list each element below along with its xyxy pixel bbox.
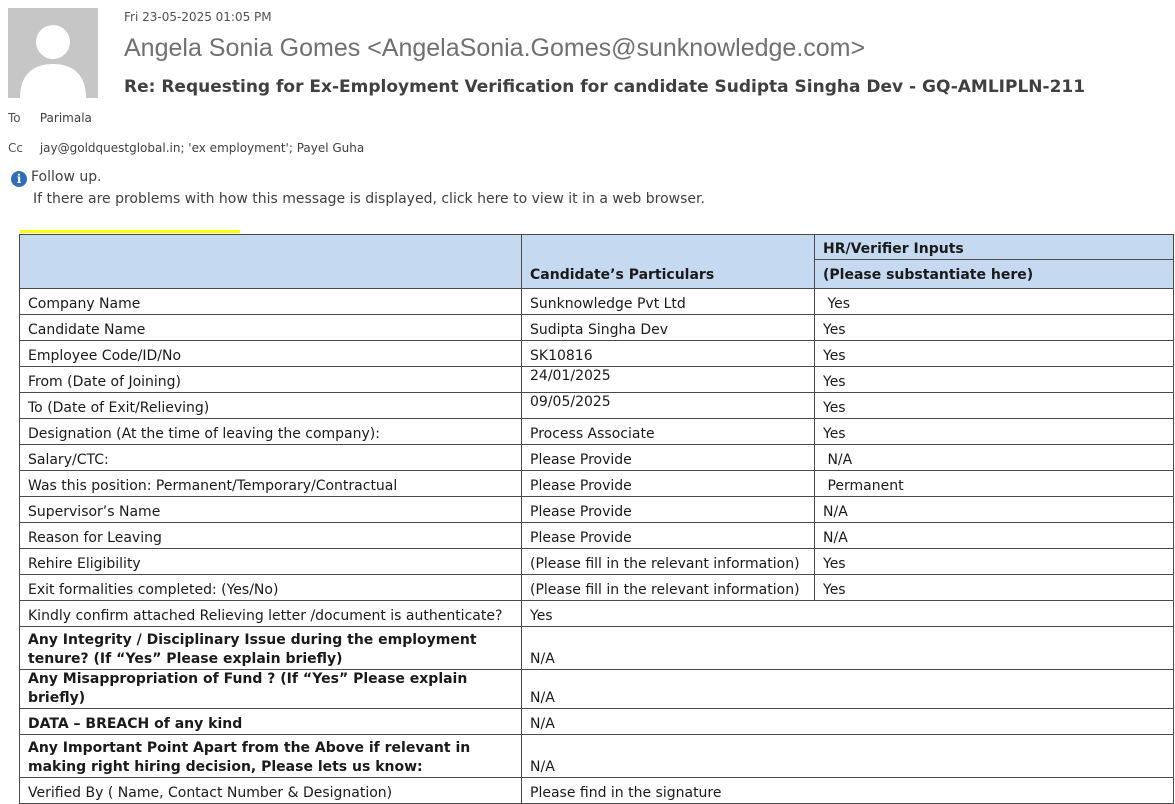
header-cell-inputs-top: HR/Verifier Inputs xyxy=(815,235,1174,260)
table-row xyxy=(20,289,1174,315)
table-header-row xyxy=(20,235,1174,260)
row-particular: 09/05/2025 xyxy=(522,393,815,419)
row-label: DATA – BREACH of any kind xyxy=(20,709,522,735)
row-value: N/A xyxy=(522,735,1174,778)
info-icon: i xyxy=(11,171,27,187)
row-input: Yes xyxy=(815,549,1174,575)
row-input: Yes xyxy=(815,367,1174,393)
row-label: Verified By ( Name, Contact Number & Designation) xyxy=(20,778,522,804)
row-value: N/A xyxy=(522,709,1174,735)
row-label: Supervisor’s Name xyxy=(20,497,522,523)
row-particular: Sudipta Singha Dev xyxy=(522,315,815,341)
row-input: Yes xyxy=(815,341,1174,367)
row-particular: Please Provide xyxy=(522,445,815,471)
row-particular: (Please fill in the relevant information) xyxy=(522,549,815,575)
row-particular: Please Provide xyxy=(522,471,815,497)
row-label: Designation (At the time of leaving the company): xyxy=(20,419,522,445)
row-label: Salary/CTC: xyxy=(20,445,522,471)
row-value: Yes xyxy=(522,601,1174,627)
row-input: N/A xyxy=(815,497,1174,523)
table-row xyxy=(20,523,1174,549)
table-row xyxy=(20,445,1174,471)
table-row xyxy=(20,549,1174,575)
row-input: Yes xyxy=(815,419,1174,445)
header-cell-inputs-bottom: (Please substantiate here) xyxy=(815,260,1174,289)
table-row xyxy=(20,341,1174,367)
row-value: N/A xyxy=(522,670,1174,709)
table-row xyxy=(20,575,1174,601)
table-row xyxy=(20,393,1174,419)
row-input: Yes xyxy=(815,575,1174,601)
row-input: N/A xyxy=(815,445,1174,471)
table-row xyxy=(20,735,1174,778)
row-label: Was this position: Permanent/Temporary/Contractual xyxy=(20,471,522,497)
row-input: Permanent xyxy=(815,471,1174,497)
row-label: Reason for Leaving xyxy=(20,523,522,549)
table-row xyxy=(20,471,1174,497)
row-label: Any Integrity / Disciplinary Issue during the employment tenure? (If “Yes” Please explain briefly) xyxy=(20,627,522,670)
follow-up-flag: Follow up. xyxy=(31,169,102,185)
to-recipients[interactable]: Parimala xyxy=(39,111,92,125)
row-label: Company Name xyxy=(20,289,522,315)
row-label: Rehire Eligibility xyxy=(20,549,522,575)
table-row xyxy=(20,497,1174,523)
row-input: Yes xyxy=(815,393,1174,419)
table-row xyxy=(20,601,1174,627)
email-subject: Re: Requesting for Ex-Employment Verification for candidate Sudipta Singha Dev - GQ-AMLIPLN-211 xyxy=(124,77,1086,97)
row-particular: Please Provide xyxy=(522,497,815,523)
row-particular: Sunknowledge Pvt Ltd xyxy=(522,289,815,315)
sender-avatar xyxy=(8,8,98,98)
row-input: Yes xyxy=(815,289,1174,315)
row-label: Any Misappropriation of Fund ? (If “Yes” Please explain briefly) xyxy=(20,670,522,709)
cc-label: Cc xyxy=(8,141,23,155)
row-value: N/A xyxy=(522,627,1174,670)
view-in-browser-link[interactable]: If there are problems with how this message is displayed, click here to view it in a web browser. xyxy=(33,191,705,207)
row-particular: Process Associate xyxy=(522,419,815,445)
row-particular: 24/01/2025 xyxy=(522,367,815,393)
table-row xyxy=(20,627,1174,670)
cc-recipients[interactable]: jay@goldquestglobal.in; 'ex employment'; Payel Guha xyxy=(39,141,365,155)
row-particular: Please Provide xyxy=(522,523,815,549)
person-icon xyxy=(8,8,98,98)
row-label: To (Date of Exit/Relieving) xyxy=(20,393,522,419)
to-row xyxy=(8,111,92,125)
email-sender[interactable]: Angela Sonia Gomes <AngelaSonia.Gomes@sunknowledge.com> xyxy=(124,34,866,62)
row-input: N/A xyxy=(815,523,1174,549)
row-label: Employee Code/ID/No xyxy=(20,341,522,367)
row-input: Yes xyxy=(815,315,1174,341)
row-label: Candidate Name xyxy=(20,315,522,341)
table-row xyxy=(20,778,1174,804)
row-label: Any Important Point Apart from the Above if relevant in making right hiring decision, Please lets us know: xyxy=(20,735,522,778)
row-value: Please find in the signature xyxy=(522,778,1174,804)
verification-table xyxy=(19,234,1174,804)
table-row xyxy=(20,670,1174,709)
table-row xyxy=(20,419,1174,445)
row-label: Kindly confirm attached Relieving letter /document is authenticate? xyxy=(20,601,522,627)
table-row xyxy=(20,367,1174,393)
row-label: From (Date of Joining) xyxy=(20,367,522,393)
yellow-highlight xyxy=(20,230,240,233)
row-particular: (Please fill in the relevant information) xyxy=(522,575,815,601)
email-date: Fri 23-05-2025 01:05 PM xyxy=(124,10,272,24)
header-cell-particulars: Candidate’s Particulars xyxy=(522,235,815,289)
row-particular: SK10816 xyxy=(522,341,815,367)
header-cell-label xyxy=(20,235,522,289)
info-bar xyxy=(11,169,705,207)
cc-row xyxy=(8,141,364,155)
table-row xyxy=(20,315,1174,341)
table-row xyxy=(20,709,1174,735)
row-label: Exit formalities completed: (Yes/No) xyxy=(20,575,522,601)
to-label: To xyxy=(8,111,21,125)
